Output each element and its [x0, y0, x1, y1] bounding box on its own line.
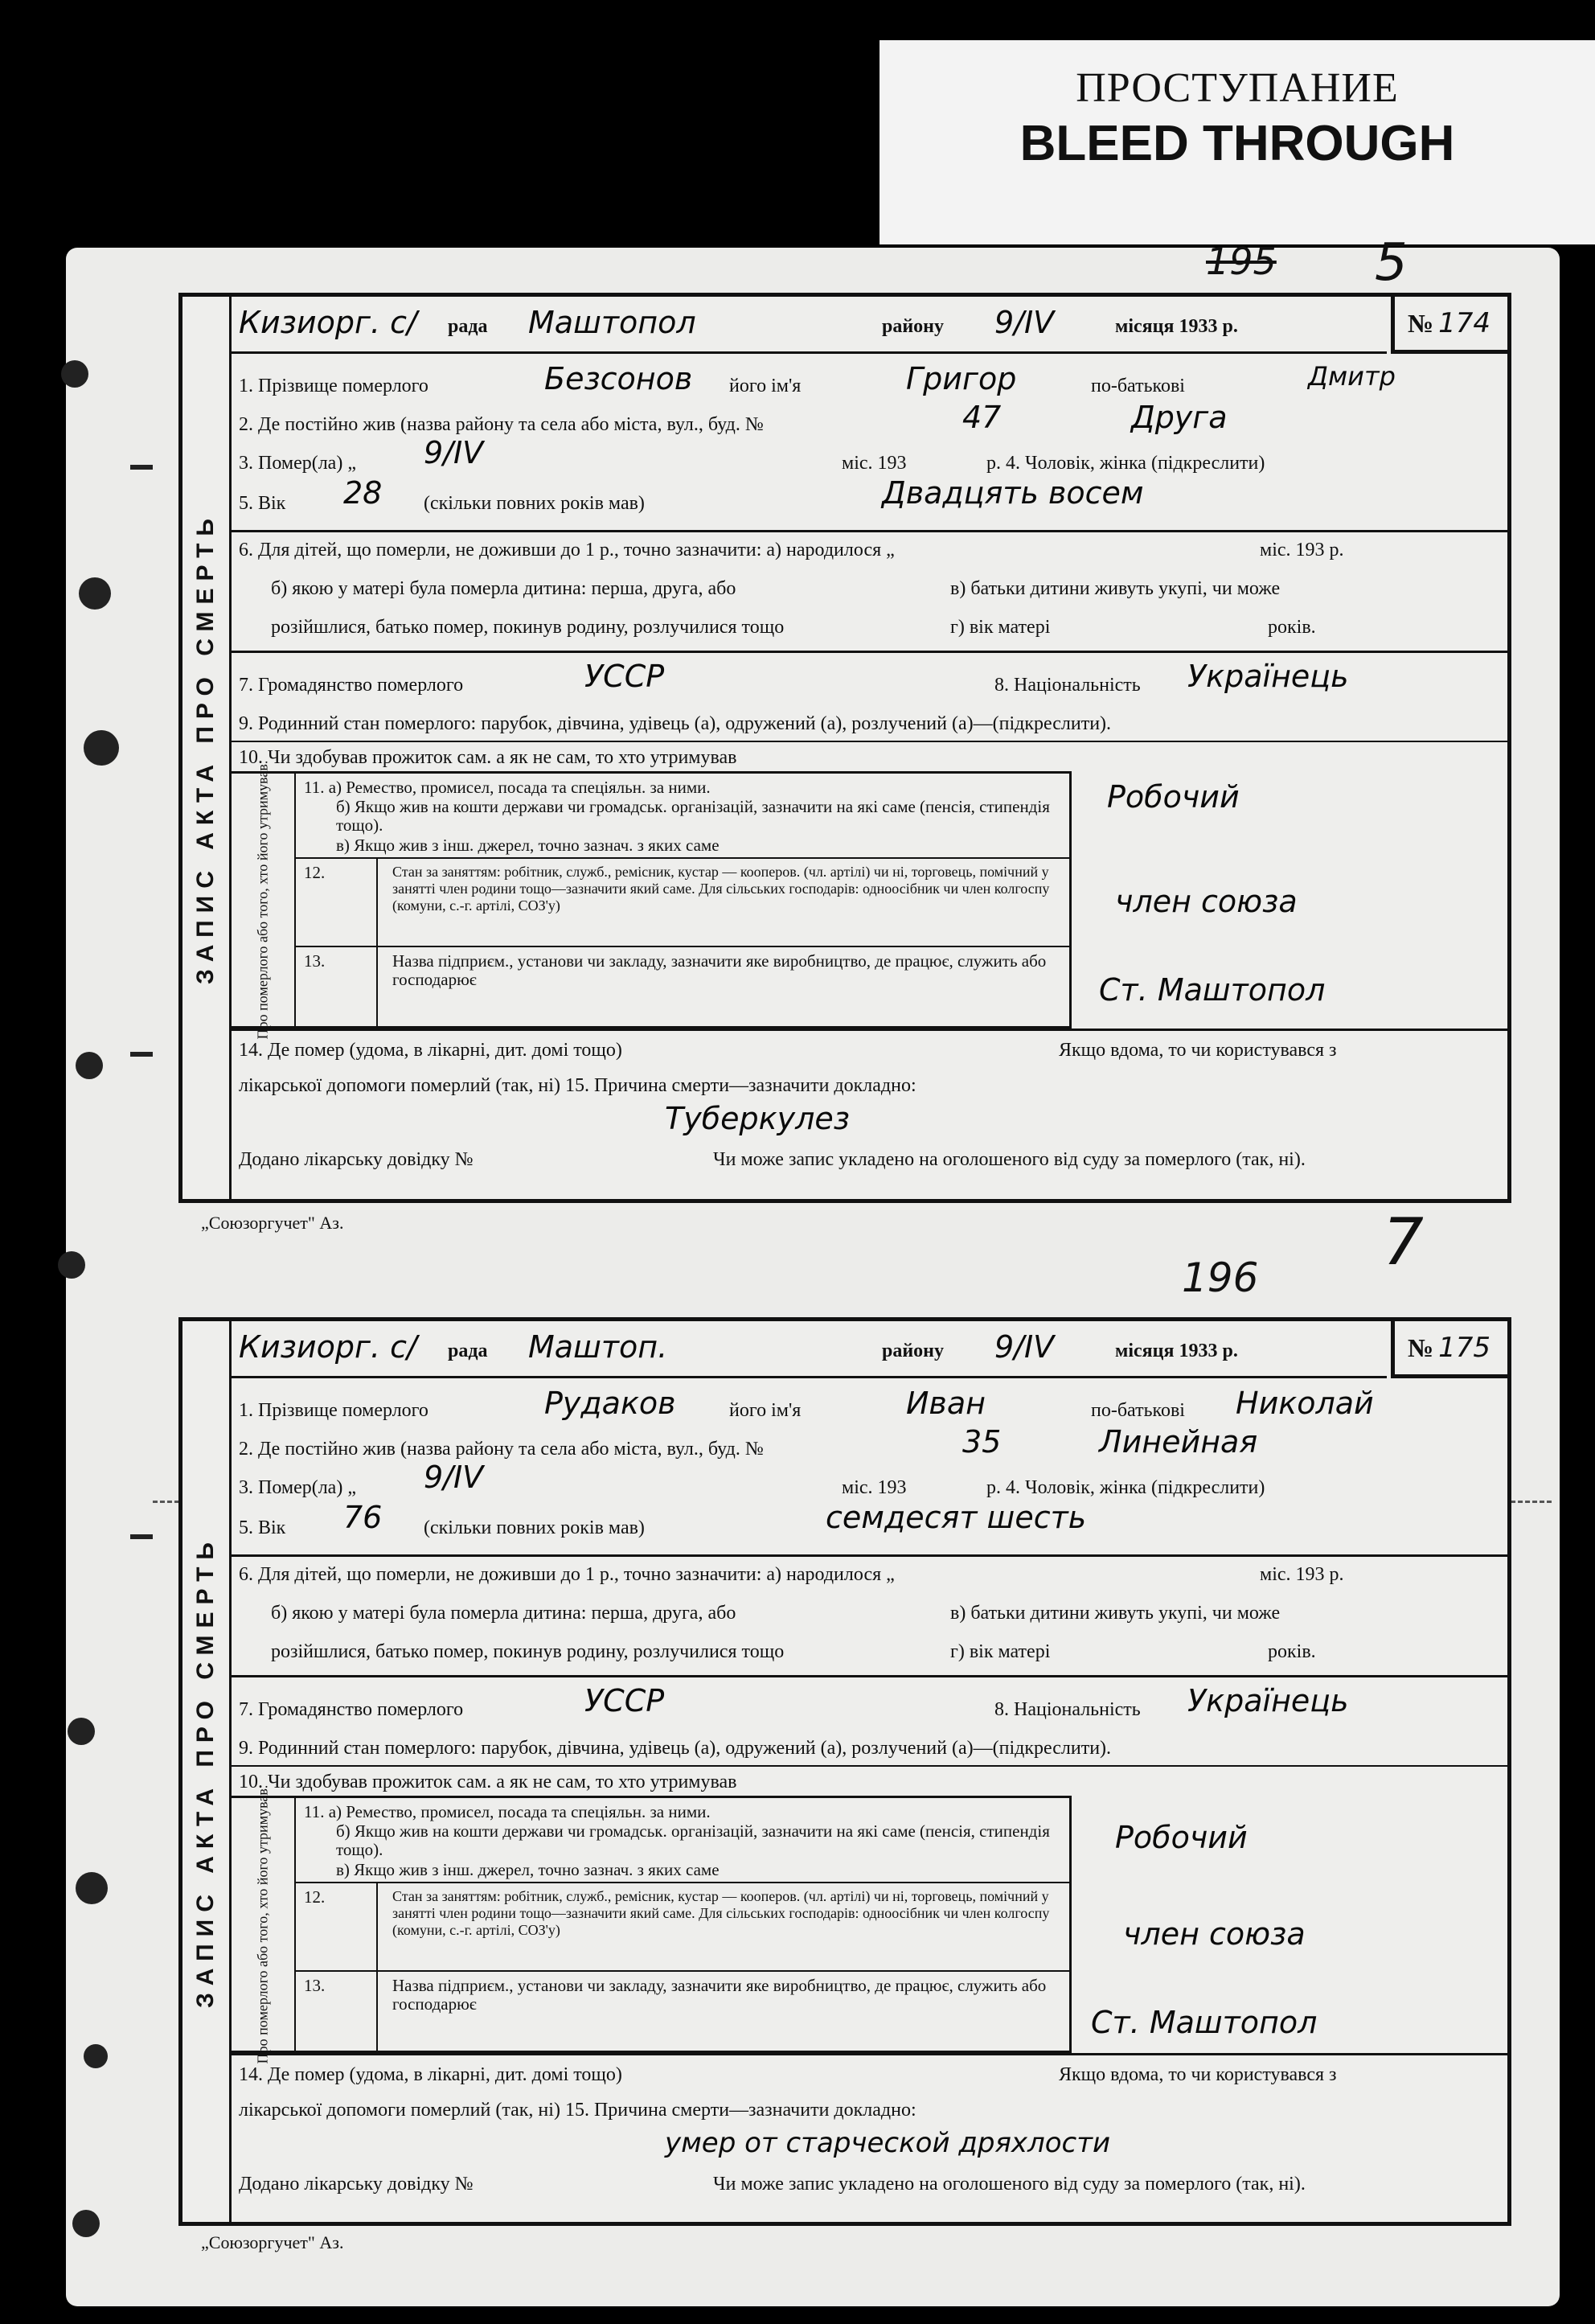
q16-label: Додано лікарську довідку №	[239, 2174, 474, 2195]
q7-label: 7. Громадянство померлого	[239, 1699, 464, 1720]
side-title-column	[182, 1321, 232, 2222]
table-divider	[376, 1882, 378, 2051]
rada-label: рада	[448, 316, 488, 337]
side-title: ЗАПИС АКТА ПРО СМЕРТЬ	[192, 1535, 219, 2008]
q2-label: 2. Де постійно жив (назва району та села або міста, вул., буд. №	[239, 1439, 764, 1460]
punch-hole	[76, 1052, 103, 1079]
section-rule	[229, 651, 1507, 653]
occupation-side-label	[232, 760, 296, 1040]
death-record-card	[178, 1317, 1511, 2226]
q3-label: 3. Помер(ла) „	[239, 453, 356, 474]
footer-printer: „Союзоргучет" Аз.	[201, 1213, 344, 1233]
raion-label: району	[882, 1341, 945, 1361]
section-rule	[229, 530, 1507, 532]
q14b-label: лікарської допомоги померлий (так, ні) 15. Причина смерти—зазначити докладно:	[239, 1075, 916, 1096]
q3-month-label: міс. 193	[842, 453, 907, 474]
rada-label: рада	[448, 1341, 488, 1361]
citizenship-value: УССР	[584, 659, 665, 694]
q1-patr-label: по-батькові	[1091, 1400, 1185, 1421]
side-title: ЗАПИС АКТА ПРО СМЕРТЬ	[192, 511, 219, 984]
month-label: місяця 1933 р.	[1115, 1341, 1238, 1361]
district-value: Кизиорг. с/	[239, 305, 417, 340]
q8-label: 8. Національність	[994, 675, 1141, 696]
q6c-tail-label: г) вік матері	[950, 617, 1051, 638]
row-rule	[229, 741, 1507, 742]
q1-label: 1. Прізвище померлого	[239, 1400, 428, 1421]
section-rule	[229, 1029, 1507, 1031]
q14-label: 14. Де помер (удома, в лікарні, дит. домі тощо)	[239, 2064, 622, 2085]
q6c-years-label: років.	[1268, 617, 1316, 638]
punch-hole	[84, 2044, 108, 2068]
table-rule	[294, 946, 1069, 947]
q14-tail-label: Якщо вдома, то чи користувався з	[1059, 1040, 1337, 1061]
punch-hole	[79, 577, 111, 610]
house-value: 35	[962, 1424, 1002, 1460]
q5-tail-label: (скільки повних років мав)	[424, 493, 645, 514]
village-value: Маштопол	[528, 305, 696, 340]
q3-month-label: міс. 193	[842, 1477, 907, 1498]
q6c-label: розійшлися, батько помер, покинув родину, розлучилися тощо	[271, 617, 785, 638]
surname-value: Рудаков	[544, 1386, 676, 1421]
margin-mark	[130, 1534, 153, 1539]
q10-label: 10. Чи здобував прожиток сам. а як не сам, то хто утримував	[239, 1772, 737, 1792]
table-divider	[376, 857, 378, 1026]
surname-value: Безсонов	[544, 361, 693, 396]
header-rule	[229, 1376, 1387, 1378]
punch-hole	[76, 1872, 108, 1904]
occupation-value: Робочий	[1107, 779, 1240, 815]
status-value: член союза	[1115, 884, 1298, 919]
q6b-label: б) якою у матері була померла дитина: перша, друга, або	[271, 578, 736, 599]
q8-label: 8. Національність	[994, 1699, 1141, 1720]
occupation-table	[229, 1784, 1072, 2064]
punch-hole	[84, 730, 119, 766]
q6a-tail-label: міс. 193 р.	[1260, 540, 1344, 560]
occupation-side-label	[232, 1784, 296, 2064]
q11b-label: б) Якщо жив на кошти держави чи громадськ. організацій, зазначити на які саме (пенсія, стипендія тощо).	[336, 797, 1050, 835]
table-rule	[294, 1970, 1069, 1972]
q6a-label: 6. Для дітей, що померли, не доживши до 1 р., точно зазначити: а) народилося „	[239, 1564, 895, 1585]
q16-tail-label: Чи може запис укладено на оголошеного від суду за померлого (так, ні).	[713, 2174, 1306, 2195]
first-name-value: Иван	[906, 1386, 986, 1421]
age-value: 28	[343, 475, 383, 511]
q2-label: 2. Де постійно жив (назва району та села або міста, вул., буд. №	[239, 414, 764, 435]
age-words-value: семдесят шесть	[826, 1500, 1087, 1535]
q5-label: 5. Вік	[239, 1517, 286, 1538]
punch-hole	[72, 2210, 100, 2237]
citizenship-value: УССР	[584, 1683, 665, 1718]
q13-label: Назва підприєм., установи чи закладу, зазначити яке виробництво, де працює, служить або господарює	[392, 951, 1047, 989]
q12-number: 12.	[304, 863, 326, 882]
month-label: місяця 1933 р.	[1115, 316, 1238, 337]
q3-sex-label: р. 4. Чоловік, жінка (підкреслити)	[986, 1477, 1265, 1498]
q13-label: Назва підприєм., установи чи закладу, зазначити яке виробництво, де працює, служить або господарює	[392, 1976, 1047, 2014]
q6b-tail-label: в) батьки дитини живуть укупі, чи може	[950, 578, 1281, 599]
q6c-years-label: років.	[1268, 1641, 1316, 1662]
section-rule	[229, 1675, 1507, 1677]
house-value: 47	[962, 400, 1002, 435]
section-rule	[229, 1554, 1507, 1557]
status-value: член союза	[1123, 1916, 1306, 1952]
death-record-card	[178, 293, 1511, 1203]
age-value: 76	[343, 1500, 383, 1535]
side-title-column	[182, 297, 232, 1199]
date-value: 9/IV	[994, 305, 1055, 340]
district-value: Кизиорг. с/	[239, 1329, 417, 1365]
q9-label: 9. Родинний стан померлого: парубок, дівчина, удівець (а), одружений (а), розлучений (а)—(підкреслити).	[239, 713, 1112, 734]
raion-label: району	[882, 316, 945, 337]
q3-sex-label: р. 4. Чоловік, жінка (підкреслити)	[986, 453, 1265, 474]
q7-label: 7. Громадянство померлого	[239, 675, 464, 696]
street-value: Друга	[1131, 400, 1228, 435]
q12-label: Стан за заняттям: робітник, служб., реміcник, кустар — кооперов. (чл. артілі) чи ні, торговець, помічний у занятті член родини тощо—зазначити який саме. Для сільських господарів: одноосібник чи член колгоспу (комуни, с.-г. артілі, СОЗ'у)	[392, 1888, 1050, 1938]
q1-label: 1. Прізвище померлого	[239, 376, 428, 396]
workplace-value: Ст. Маштопол	[1091, 2005, 1318, 2040]
q6a-tail-label: міс. 193 р.	[1260, 1564, 1344, 1585]
label-russian: ПРОСТУПАНИЕ	[1076, 65, 1399, 111]
row-rule	[229, 1765, 1507, 1767]
header-rule	[229, 351, 1387, 354]
first-name-value: Григор	[906, 361, 1017, 396]
punch-hole	[68, 1718, 95, 1745]
crossed-page-number: 196	[1182, 1254, 1259, 1301]
q11a-label: 11. а) Ремество, промисел, посада та спеціяльн. за ними.	[304, 1802, 711, 1821]
table-rule	[294, 857, 1069, 859]
cause-value: Туберкулез	[665, 1101, 850, 1136]
number-label: №	[1408, 308, 1434, 338]
occupation-side-text: Про померлого або того, хто його утримував.	[254, 760, 271, 1040]
q6b-tail-label: в) батьки дитини живуть укупі, чи може	[950, 1603, 1281, 1624]
q1-name-label: його ім'я	[729, 376, 802, 396]
q5-label: 5. Вік	[239, 493, 286, 514]
punch-hole	[61, 360, 88, 388]
bleed-through-label	[880, 40, 1595, 244]
margin-mark	[130, 1052, 153, 1057]
q16-tail-label: Чи може запис укладено на оголошеного від суду за померлого (так, ні).	[713, 1149, 1306, 1170]
death-date-value: 9/IV	[424, 435, 484, 470]
q14-label: 14. Де помер (удома, в лікарні, дит. домі тощо)	[239, 1040, 622, 1061]
q10-label: 10. Чи здобував прожиток сам. а як не сам, то хто утримував	[239, 747, 737, 768]
q3-label: 3. Помер(ла) „	[239, 1477, 356, 1498]
q6c-label: розійшлися, батько помер, покинув родину, розлучилися тощо	[271, 1641, 785, 1662]
number-label: №	[1408, 1332, 1434, 1362]
q11b-label: б) Якщо жив на кошти держави чи громадськ. організацій, зазначити на які саме (пенсія, стипендія тощо).	[336, 1821, 1050, 1859]
punch-hole	[58, 1251, 85, 1279]
q13-number: 13.	[304, 951, 326, 971]
age-words-value: Двадцять восем	[882, 475, 1144, 511]
page-number: 7	[1383, 1205, 1424, 1279]
q16-label: Додано лікарську довідку №	[239, 1149, 474, 1170]
section-rule	[229, 2053, 1507, 2055]
q13-number: 13.	[304, 1976, 326, 1995]
page-number: 5	[1375, 233, 1408, 293]
patronymic-value: Николай	[1236, 1386, 1374, 1421]
record-number: 174	[1438, 307, 1491, 339]
date-value: 9/IV	[994, 1329, 1055, 1365]
q5-tail-label: (скільки повних років мав)	[424, 1517, 645, 1538]
q14b-label: лікарської допомоги померлий (так, ні) 15. Причина смерти—зазначити докладно:	[239, 2100, 916, 2121]
q6c-tail-label: г) вік матері	[950, 1641, 1051, 1662]
village-value: Маштоп.	[528, 1329, 668, 1365]
occupation-side-text: Про померлого або того, хто його утримував.	[254, 1784, 271, 2064]
workplace-value: Ст. Маштопол	[1099, 972, 1326, 1008]
patronymic-value: Дмитр	[1308, 361, 1396, 392]
crossed-page-number: 195	[1206, 240, 1277, 283]
nationality-value: Українець	[1187, 659, 1349, 694]
q14-tail-label: Якщо вдома, то чи користувався з	[1059, 2064, 1337, 2085]
footer-printer: „Союзоргучет" Аз.	[201, 2232, 344, 2252]
q1-patr-label: по-батькові	[1091, 376, 1185, 396]
record-number: 175	[1438, 1332, 1491, 1364]
q6a-label: 6. Для дітей, що померли, не доживши до 1 р., точно зазначити: а) народилося „	[239, 540, 895, 560]
q12-number: 12.	[304, 1887, 326, 1907]
death-date-value: 9/IV	[424, 1460, 484, 1495]
label-english: BLEED THROUGH	[1019, 116, 1455, 171]
street-value: Линейная	[1099, 1424, 1258, 1460]
nationality-value: Українець	[1187, 1683, 1349, 1718]
q6b-label: б) якою у матері була померла дитина: перша, друга, або	[271, 1603, 736, 1624]
q11c-label: в) Якщо жив з інш. джерел, точно зазнач. з яких саме	[336, 1860, 720, 1879]
occupation-value: Робочий	[1115, 1820, 1248, 1855]
q11a-label: 11. а) Ремество, промисел, посада та спеціяльн. за ними.	[304, 778, 711, 797]
occupation-table	[229, 760, 1072, 1040]
table-rule	[294, 1882, 1069, 1883]
q9-label: 9. Родинний стан померлого: парубок, дівчина, удівець (а), одружений (а), розлучений (а)—(підкреслити).	[239, 1738, 1112, 1759]
margin-mark	[130, 465, 153, 470]
q12-label: Стан за заняттям: робітник, служб., реміcник, кустар — кооперов. (чл. артілі) чи ні, торговець, помічний у занятті член родини тощо—зазначити який саме. Для сільських господарів: одноосібник чи член колгоспу (комуни, с.-г. артілі, СОЗ'у)	[392, 864, 1050, 914]
cause-value: умер от старческой дряхлости	[665, 2127, 1111, 2159]
q11c-label: в) Якщо жив з інш. джерел, точно зазнач. з яких саме	[336, 836, 720, 855]
q1-name-label: його ім'я	[729, 1400, 802, 1421]
